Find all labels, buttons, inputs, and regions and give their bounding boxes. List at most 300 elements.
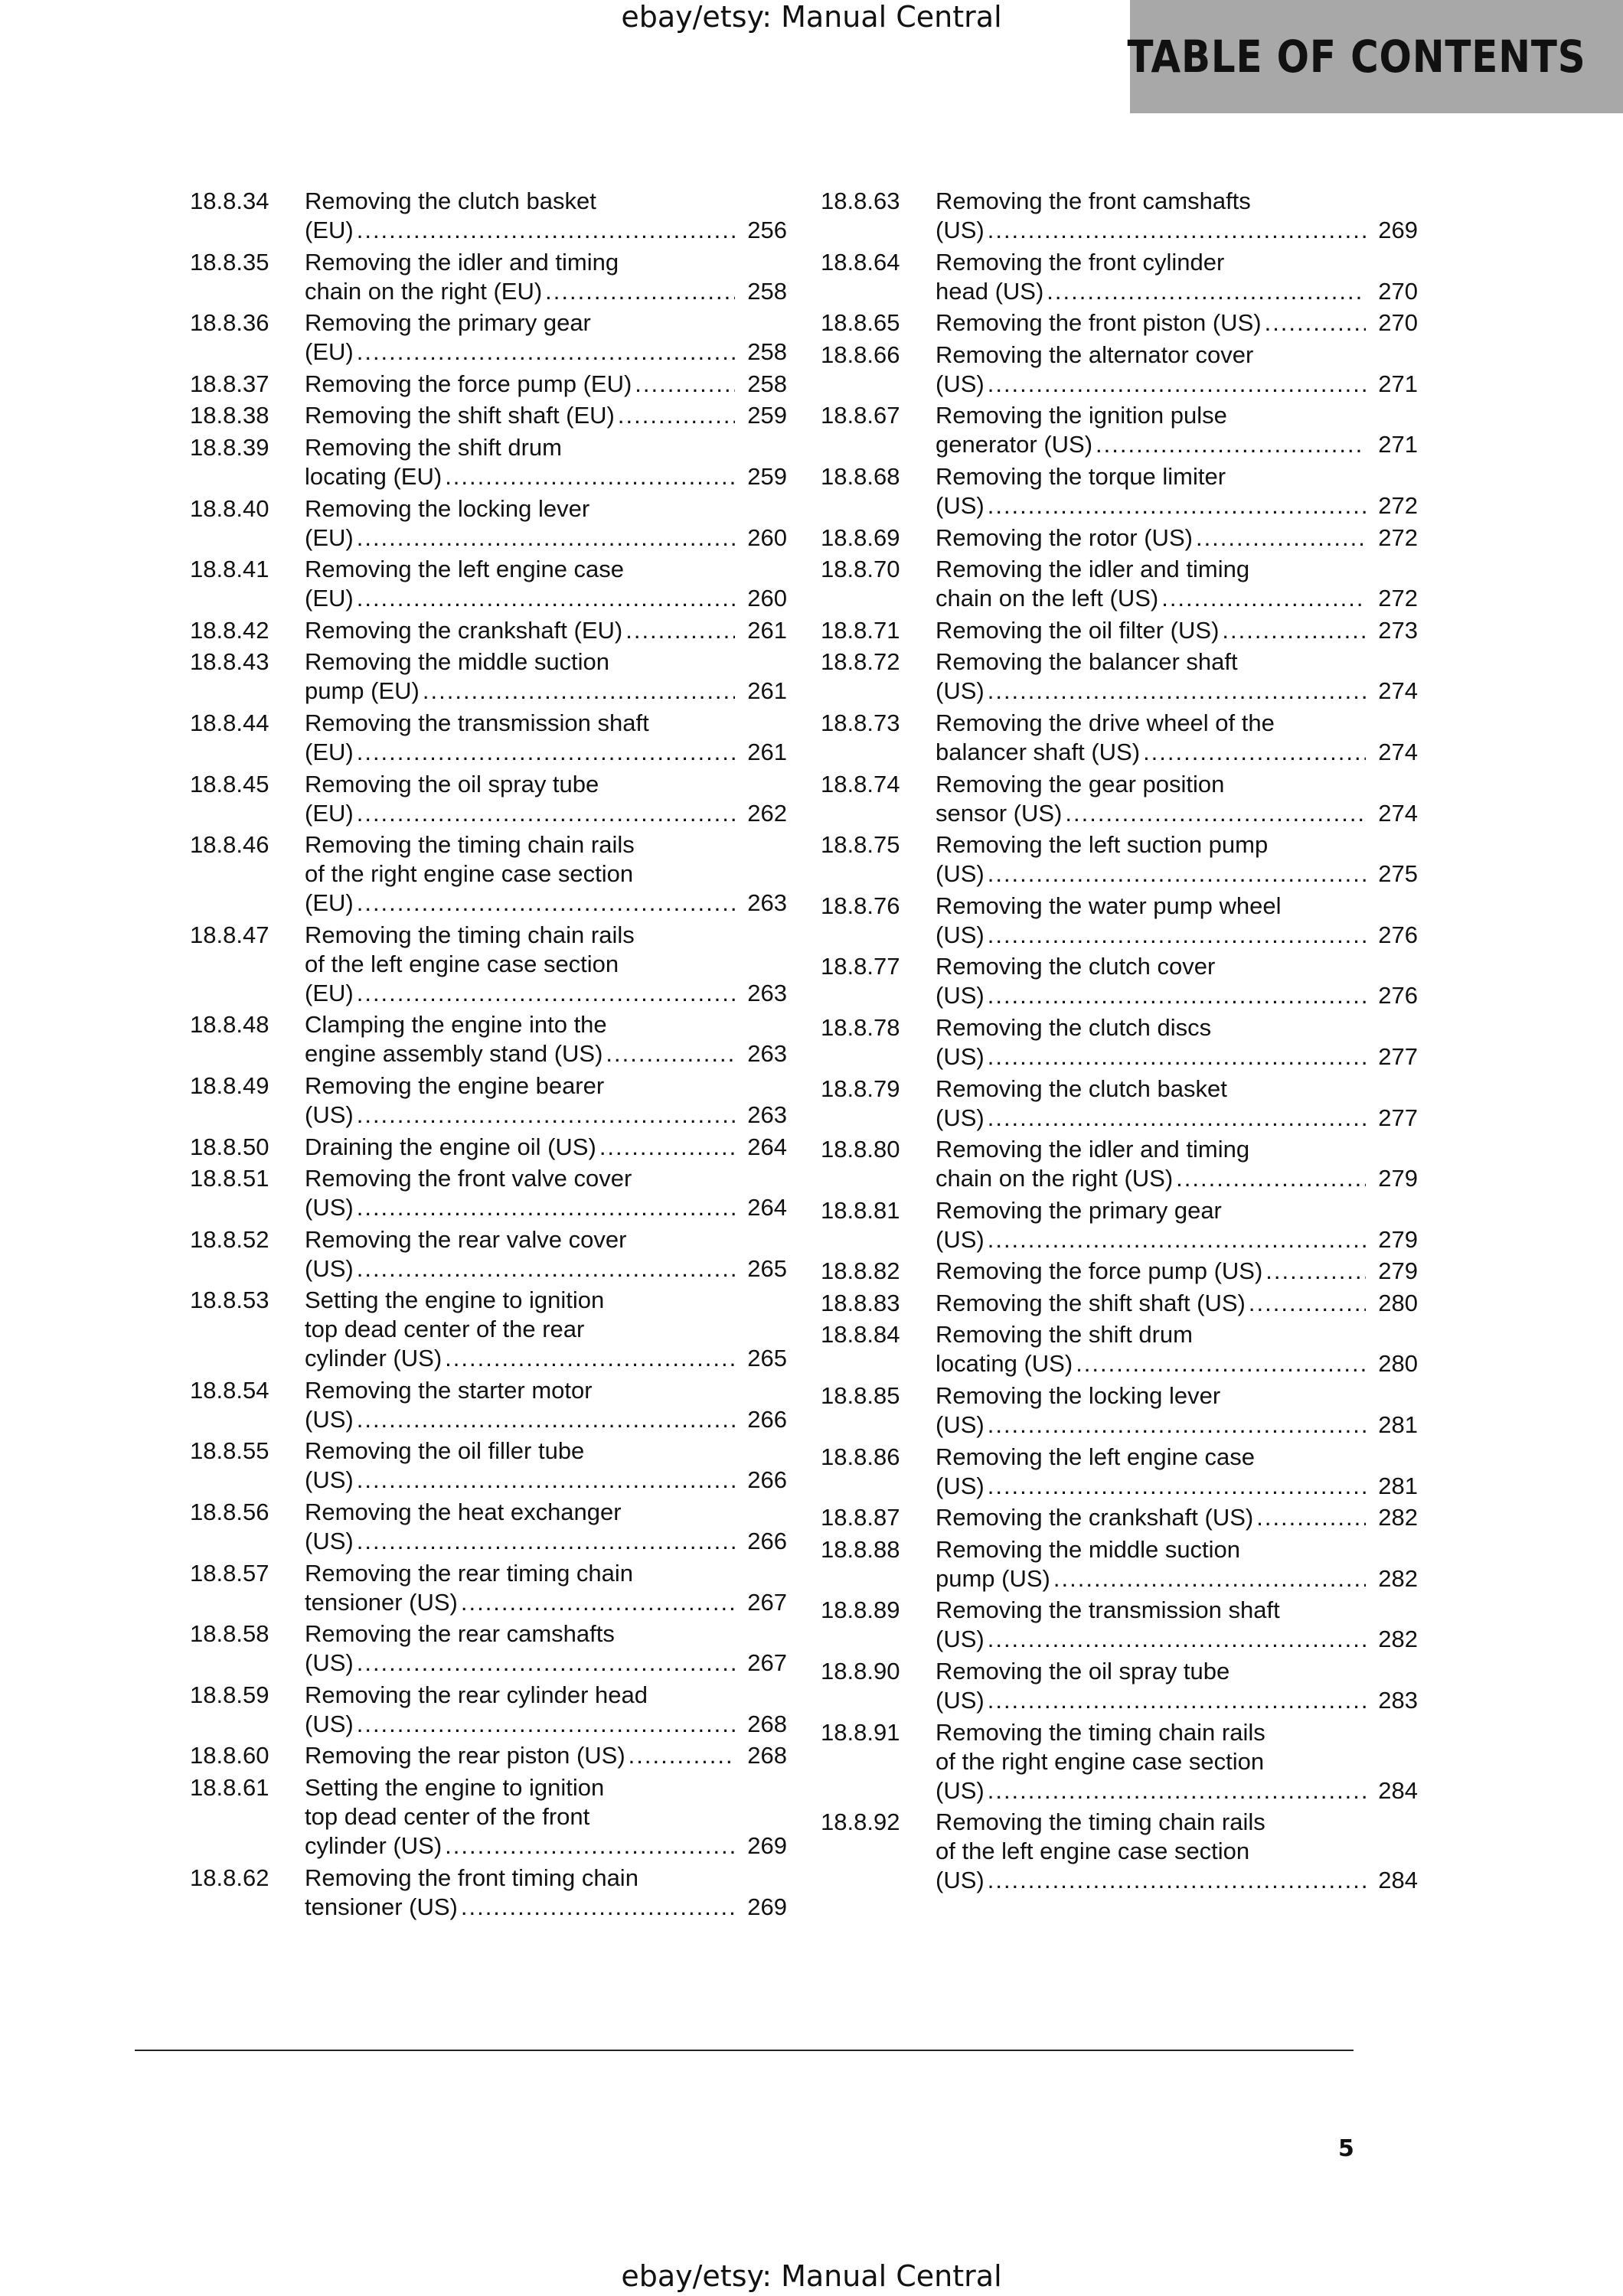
dot-leader: [988, 1225, 1366, 1254]
toc-entry-page: 266: [747, 1466, 787, 1494]
toc-entry-page: 264: [747, 1133, 787, 1160]
toc-entry[interactable]: [821, 1135, 1418, 1193]
toc-entry-number: 18.8.80: [821, 1136, 900, 1163]
toc-entry-page: 276: [1378, 921, 1418, 948]
dot-leader: [625, 616, 735, 645]
toc-entry-number: 18.8.51: [190, 1165, 269, 1192]
dot-leader: [1196, 523, 1366, 553]
toc-entry-title-line: Removing the rear camshafts: [305, 1620, 615, 1648]
toc-entry[interactable]: [190, 1619, 787, 1678]
toc-entry-number: 18.8.60: [190, 1742, 269, 1769]
toc-entry-title: [305, 1010, 741, 1068]
toc-entry-title: [936, 187, 1372, 245]
toc-entry-title: [936, 1320, 1372, 1378]
toc-entry-title-line: Removing the rear timing chain: [305, 1559, 634, 1587]
toc-entry-number: 18.8.92: [821, 1808, 900, 1836]
toc-entry-title-line: Removing the clutch basket: [305, 188, 596, 214]
watermark-bottom: ebay/etsy: Manual Central: [621, 2259, 1002, 2293]
toc-entry-page: 280: [1378, 1289, 1418, 1316]
dot-leader: [1076, 1349, 1366, 1378]
toc-entry-number: 18.8.39: [190, 433, 269, 461]
toc-entry-title-line: Removing the timing chain rails: [936, 1808, 1265, 1836]
dot-leader: [988, 981, 1366, 1010]
toc-entry-title-line: Removing the crankshaft (EU): [305, 616, 623, 644]
dot-leader: [423, 677, 735, 706]
toc-entry[interactable]: [190, 1559, 787, 1617]
toc-entry-title-line: pump (EU): [305, 677, 420, 705]
dot-leader: [357, 1466, 735, 1495]
dot-leader: [357, 799, 735, 828]
dot-leader: [988, 921, 1366, 950]
dot-leader: [599, 1133, 735, 1162]
toc-entry[interactable]: [821, 462, 1418, 520]
toc-entry-title-line: (US): [936, 1411, 985, 1439]
toc-entry-title-line: (US): [936, 1626, 985, 1653]
toc-entry[interactable]: [821, 1289, 1418, 1318]
toc-entry-title-line: Removing the middle suction: [936, 1535, 1241, 1563]
toc-entry-title-line: sensor (US): [936, 799, 1063, 827]
toc-entry-page: 258: [747, 338, 787, 366]
toc-entry-page: 270: [1378, 309, 1418, 337]
toc-entry-title-line: of the left engine case section: [936, 1838, 1250, 1865]
toc-entry-title-line: Removing the crankshaft (US): [936, 1504, 1254, 1531]
toc-entry-title: [936, 248, 1372, 306]
dot-leader: [357, 523, 735, 553]
toc-entry-number: 18.8.73: [821, 709, 900, 736]
toc-entry-title-line: Removing the rotor (US): [936, 523, 1193, 551]
dot-leader: [357, 584, 735, 613]
toc-entry[interactable]: [821, 1013, 1418, 1071]
toc-entry-title: [936, 1075, 1372, 1133]
toc-entry-number: 18.8.36: [190, 309, 269, 337]
toc-entry-title-line: tensioner (US): [305, 1588, 458, 1616]
toc-entry-title-line: Removing the rear piston (US): [305, 1742, 625, 1769]
toc-entry-title-line: (US): [936, 1687, 985, 1714]
toc-entry-number: 18.8.70: [821, 556, 900, 583]
dot-leader: [357, 1405, 735, 1434]
toc-entry-page: 258: [747, 370, 787, 397]
toc-entry-title-line: (US): [305, 1405, 354, 1433]
dot-leader: [988, 1686, 1366, 1715]
dot-leader: [445, 1831, 735, 1861]
toc-entry-title-line: Removing the ignition pulse: [936, 402, 1227, 429]
toc-entry-title: [305, 308, 741, 367]
toc-entry-title: [305, 187, 741, 245]
toc-entry-title-line: Removing the left suction pump: [936, 831, 1269, 859]
toc-entry[interactable]: [190, 555, 787, 613]
toc-entry-page: 275: [1378, 860, 1418, 888]
toc-entry-page: 258: [747, 277, 787, 305]
toc-entry-title-line: Removing the front valve cover: [305, 1165, 632, 1192]
toc-entry-title-line: Removing the idler and timing: [936, 1136, 1250, 1163]
toc-entry[interactable]: [821, 830, 1418, 889]
toc-entry[interactable]: [190, 1376, 787, 1434]
toc-entry-title-line: Setting the engine to ignition: [305, 1287, 605, 1314]
toc-entry-title: [305, 494, 741, 553]
toc-entry-page: 263: [747, 979, 787, 1006]
toc-entry-title: [936, 1535, 1372, 1593]
toc-entry-title: [936, 1503, 1372, 1532]
toc-entry-title-line: (EU): [305, 338, 354, 366]
toc-entry-title: [305, 370, 741, 399]
toc-entry-title-line: Draining the engine oil (US): [305, 1133, 596, 1160]
toc-entry-title-line: (US): [936, 982, 985, 1009]
toc-entry-title-line: Removing the timing chain rails: [305, 921, 635, 948]
toc-entry-number: 18.8.43: [190, 648, 269, 676]
toc-entry[interactable]: [190, 1498, 787, 1556]
toc-entry-title: [305, 555, 741, 613]
toc-entry[interactable]: [821, 1718, 1418, 1805]
toc-entry[interactable]: [190, 1225, 787, 1283]
toc-entry-title-line: (US): [936, 921, 985, 948]
toc-entry-title: [305, 401, 741, 430]
toc-entry[interactable]: [190, 308, 787, 367]
dot-leader: [445, 1344, 735, 1373]
toc-entry[interactable]: [821, 892, 1418, 950]
toc-entry[interactable]: [821, 1503, 1418, 1532]
toc-entry-number: 18.8.78: [821, 1013, 900, 1041]
dot-leader: [357, 1101, 735, 1130]
toc-entry-title: [305, 647, 741, 706]
toc-entry-title-line: (EU): [305, 523, 354, 551]
toc-entry-number: 18.8.86: [821, 1443, 900, 1470]
toc-entry-page: 260: [747, 523, 787, 551]
dot-leader: [1047, 277, 1366, 306]
toc-entry-title-line: Removing the shift drum: [936, 1321, 1193, 1349]
toc-entry[interactable]: [190, 1741, 787, 1770]
dot-leader: [629, 1741, 735, 1770]
toc-entry[interactable]: [821, 1257, 1418, 1286]
toc-entry-title-line: top dead center of the front: [305, 1803, 590, 1831]
watermark-top: ebay/etsy: Manual Central: [621, 0, 1002, 34]
toc-entry-title-line: (US): [305, 1528, 354, 1555]
toc-entry-title-line: (US): [305, 1649, 354, 1677]
toc-entry-page: 256: [747, 217, 787, 243]
toc-entry[interactable]: [190, 187, 787, 245]
toc-entry-page: 272: [1378, 491, 1418, 519]
toc-entry-number: 18.8.90: [821, 1658, 900, 1685]
footer-divider: [135, 2050, 1354, 2051]
toc-entry-page: 263: [747, 1101, 787, 1128]
toc-entry-title-line: (US): [936, 491, 985, 519]
toc-entry-page: 284: [1378, 1776, 1418, 1804]
toc-entry-title-line: chain on the left (US): [936, 585, 1159, 612]
toc-entry-title-line: (US): [936, 1776, 985, 1804]
toc-entry-title-line: (US): [936, 1104, 985, 1131]
toc-entry[interactable]: [821, 952, 1418, 1010]
toc-entry-number: 18.8.87: [821, 1504, 900, 1531]
toc-entry-number: 18.8.65: [821, 309, 900, 337]
toc-entry-page: 279: [1378, 1165, 1418, 1192]
toc-entry-number: 18.8.46: [190, 831, 269, 859]
dot-leader: [461, 1588, 735, 1617]
dot-leader: [1249, 1289, 1366, 1318]
dot-leader: [988, 491, 1366, 520]
toc-entry[interactable]: [190, 830, 787, 918]
toc-entry-title: [936, 462, 1372, 520]
toc-entry-page: 262: [747, 799, 787, 827]
toc-entry-title: [305, 1376, 741, 1434]
toc-entry-title-line: locating (EU): [305, 462, 442, 490]
toc-entry-title-line: Removing the engine bearer: [305, 1071, 605, 1099]
toc-entry-number: 18.8.49: [190, 1071, 269, 1099]
toc-entry-number: 18.8.45: [190, 770, 269, 797]
toc-entry-title-line: Removing the transmission shaft: [936, 1596, 1280, 1624]
toc-entry[interactable]: [190, 1681, 787, 1739]
dot-leader: [988, 1625, 1366, 1654]
dot-leader: [1161, 584, 1366, 613]
toc-entry-title-line: (EU): [305, 979, 354, 1006]
toc-entry-title-line: Removing the primary gear: [936, 1196, 1222, 1224]
toc-entry-page: 260: [747, 585, 787, 612]
toc-entry-title-line: Removing the front cylinder: [936, 248, 1225, 276]
toc-entry[interactable]: [821, 1535, 1418, 1593]
toc-entry[interactable]: [190, 1133, 787, 1162]
toc-entry-number: 18.8.79: [821, 1075, 900, 1102]
toc-entry[interactable]: [821, 308, 1418, 338]
toc-entry-title-line: Removing the transmission shaft: [305, 709, 649, 736]
toc-entry[interactable]: [190, 1864, 787, 1922]
dot-leader: [357, 1527, 735, 1556]
toc-entry[interactable]: [190, 709, 787, 767]
toc-entry-page: 263: [747, 889, 787, 917]
toc-entry-title-line: Removing the drive wheel of the: [936, 709, 1275, 736]
toc-entry-title: [936, 952, 1372, 1010]
toc-entry-page: 265: [747, 1254, 787, 1282]
toc-entry-title-line: tensioner (US): [305, 1893, 458, 1920]
toc-entry-title-line: Clamping the engine into the: [305, 1011, 607, 1039]
toc-entry[interactable]: [821, 1443, 1418, 1501]
toc-entry-title-line: (US): [305, 1194, 354, 1221]
toc-entry[interactable]: [821, 1596, 1418, 1654]
toc-entry[interactable]: [821, 401, 1418, 459]
toc-entry-title: [305, 1773, 741, 1861]
dot-leader: [357, 889, 735, 918]
toc-entry-title-line: (US): [936, 1867, 985, 1894]
toc-entry[interactable]: [190, 1773, 787, 1861]
toc-entry-title-line: Removing the heat exchanger: [305, 1499, 622, 1526]
toc-entry-page: 268: [747, 1710, 787, 1737]
toc-entry[interactable]: [190, 494, 787, 553]
toc-entry-title-line: generator (US): [936, 431, 1093, 458]
toc-entry-number: 18.8.48: [190, 1011, 269, 1039]
toc-entry-page: 265: [747, 1345, 787, 1372]
toc-entry-title-line: engine assembly stand (US): [305, 1040, 603, 1068]
toc-entry-page: 261: [747, 738, 787, 765]
toc-entry-title-line: Removing the clutch discs: [936, 1013, 1212, 1041]
page-title: TABLE OF CONTENTS: [1127, 31, 1586, 83]
toc-entry[interactable]: [821, 1381, 1418, 1440]
toc-entry-title: [936, 892, 1372, 950]
toc-entry-title: [305, 1437, 741, 1495]
toc-entry-page: 282: [1378, 1504, 1418, 1531]
dot-leader: [1265, 1257, 1366, 1286]
toc-entry-page: 269: [747, 1832, 787, 1860]
toc-entry-page: 279: [1378, 1257, 1418, 1285]
toc-entry-title: [936, 1808, 1372, 1895]
toc-entry-title: [305, 1741, 741, 1770]
toc-entry-title-line: (EU): [305, 738, 354, 765]
toc-entry-title: [936, 647, 1372, 706]
toc-entry[interactable]: [821, 1320, 1418, 1378]
toc-entry-page: 261: [747, 677, 787, 705]
dot-leader: [357, 1710, 735, 1739]
toc-entry-title-line: (US): [936, 1225, 985, 1253]
toc-entry-title-line: Removing the balancer shaft: [936, 648, 1238, 676]
dot-leader: [357, 338, 735, 367]
toc-entry[interactable]: [190, 1437, 787, 1495]
toc-entry-title-line: Removing the water pump wheel: [936, 892, 1282, 919]
toc-entry-title: [305, 1498, 741, 1556]
toc-entry[interactable]: [821, 1196, 1418, 1254]
toc-entry[interactable]: [821, 647, 1418, 706]
toc-entry[interactable]: [821, 709, 1418, 767]
toc-entry-number: 18.8.59: [190, 1681, 269, 1708]
toc-entry-page: 263: [747, 1040, 787, 1068]
toc-entry[interactable]: [821, 1657, 1418, 1715]
toc-entry-page: 274: [1378, 799, 1418, 827]
toc-entry-number: 18.8.54: [190, 1376, 269, 1404]
toc-entry-title: [305, 1681, 741, 1739]
toc-entry-page: 272: [1378, 523, 1418, 551]
toc-entry-title: [305, 1133, 741, 1162]
toc-entry-page: 267: [747, 1588, 787, 1616]
toc-entry-page: 266: [747, 1528, 787, 1555]
toc-entry-title-line: (EU): [305, 217, 354, 243]
toc-entry-page: 267: [747, 1649, 787, 1677]
toc-entry-title-line: Removing the force pump (US): [936, 1257, 1263, 1285]
dot-leader: [635, 370, 735, 399]
header-banner: [1127, 0, 1623, 113]
toc-entry-page: 281: [1378, 1411, 1418, 1439]
toc-entry[interactable]: [190, 1071, 787, 1130]
toc-entry-page: 277: [1378, 1104, 1418, 1131]
toc-entry[interactable]: [821, 248, 1418, 306]
toc-entry-title-line: Removing the timing chain rails: [305, 831, 635, 859]
toc-entry-number: 18.8.44: [190, 709, 269, 736]
toc-entry-title: [936, 1135, 1372, 1193]
toc-entry-title-line: (US): [305, 1101, 354, 1128]
toc-entry-title: [936, 709, 1372, 767]
toc-column-left: [190, 187, 787, 1924]
dot-leader: [357, 1193, 735, 1222]
toc-entry-title-line: cylinder (US): [305, 1345, 442, 1372]
toc-entry-number: 18.8.82: [821, 1257, 900, 1285]
toc-entry-title: [936, 770, 1372, 828]
toc-entry-title: [936, 1013, 1372, 1071]
toc-entry[interactable]: [190, 616, 787, 645]
toc-entry-title: [936, 1596, 1372, 1654]
toc-entry-page: 279: [1378, 1225, 1418, 1253]
dot-leader: [1096, 430, 1366, 459]
toc-entry[interactable]: [190, 370, 787, 399]
toc-entry[interactable]: [821, 341, 1418, 399]
toc-entry-title-line: Removing the starter motor: [305, 1376, 593, 1404]
toc-entry[interactable]: [190, 248, 787, 306]
toc-entry[interactable]: [821, 770, 1418, 828]
toc-entry-title-line: Removing the shift drum: [305, 433, 562, 461]
toc-entry-number: 18.8.75: [821, 831, 900, 859]
toc-entry-title-line: (US): [305, 1254, 354, 1282]
toc-entry[interactable]: [190, 401, 787, 430]
dot-leader: [357, 738, 735, 767]
toc-entry-title-line: of the right engine case section: [936, 1747, 1265, 1775]
toc-entry-title: [305, 770, 741, 828]
toc-entry-number: 18.8.72: [821, 648, 900, 676]
toc-entry-title-line: Removing the idler and timing: [305, 248, 619, 276]
toc-entry-title-line: (EU): [305, 889, 354, 917]
toc-entry-number: 18.8.64: [821, 248, 900, 276]
toc-entry[interactable]: [190, 647, 787, 706]
toc-entry[interactable]: [821, 616, 1418, 645]
toc-entry-number: 18.8.50: [190, 1133, 269, 1160]
toc-entry[interactable]: [190, 1286, 787, 1373]
dot-leader: [988, 677, 1366, 706]
dot-leader: [357, 1254, 735, 1283]
toc-entry-title: [936, 830, 1372, 889]
toc-entry-title-line: (US): [936, 217, 985, 243]
toc-entry-title-line: Removing the torque limiter: [936, 462, 1226, 490]
toc-entry-title-line: (US): [305, 1466, 354, 1494]
toc-entry-number: 18.8.37: [190, 370, 269, 397]
dot-leader: [445, 462, 735, 491]
toc-entry-title-line: (US): [936, 677, 985, 705]
toc-entry-title-line: pump (US): [936, 1564, 1050, 1592]
toc-entry[interactable]: [190, 1010, 787, 1068]
toc-entry[interactable]: [821, 1808, 1418, 1895]
toc-entry-title-line: of the right engine case section: [305, 860, 634, 888]
toc-entry-title: [936, 616, 1372, 645]
toc-entry[interactable]: [821, 187, 1418, 245]
toc-entry-title-line: (US): [936, 1042, 985, 1070]
toc-entry-title: [936, 401, 1372, 459]
dot-leader: [1065, 799, 1366, 828]
toc-entry[interactable]: [190, 921, 787, 1008]
toc-entry-title: [936, 1289, 1372, 1318]
toc-entry-title-line: Removing the oil filter (US): [936, 616, 1220, 644]
toc-entry-title-line: (EU): [305, 799, 354, 827]
toc-entry-number: 18.8.56: [190, 1499, 269, 1526]
toc-entry-number: 18.8.85: [821, 1382, 900, 1410]
toc-entry-title: [936, 308, 1372, 338]
toc-entry-title: [305, 1164, 741, 1222]
toc-entry-number: 18.8.47: [190, 921, 269, 948]
toc-entry-page: 271: [1378, 431, 1418, 458]
toc-entry-number: 18.8.62: [190, 1864, 269, 1891]
toc-entry-title-line: Removing the oil spray tube: [936, 1658, 1230, 1685]
toc-entry-number: 18.8.41: [190, 556, 269, 583]
toc-entry-title-line: Removing the alternator cover: [936, 341, 1254, 368]
toc-entry[interactable]: [821, 523, 1418, 553]
toc-entry[interactable]: [190, 1164, 787, 1222]
toc-entry[interactable]: [821, 1075, 1418, 1133]
toc-entry-title-line: (US): [936, 1472, 985, 1499]
toc-entry-title-line: Removing the oil spray tube: [305, 770, 599, 797]
toc-entry-title-line: Removing the left engine case: [936, 1443, 1256, 1470]
toc-entry[interactable]: [190, 770, 787, 828]
toc-entry-title: [305, 1619, 741, 1678]
toc-entry-number: 18.8.67: [821, 402, 900, 429]
dot-leader: [461, 1893, 735, 1922]
toc-entry-number: 18.8.58: [190, 1620, 269, 1648]
toc-entry[interactable]: [190, 433, 787, 491]
dot-leader: [988, 216, 1366, 245]
toc-entry-page: 266: [747, 1405, 787, 1433]
toc-entry-title: [305, 1286, 741, 1373]
toc-entry-page: 274: [1378, 738, 1418, 765]
toc-entry-title-line: Removing the locking lever: [305, 494, 590, 522]
toc-entry[interactable]: [821, 555, 1418, 613]
